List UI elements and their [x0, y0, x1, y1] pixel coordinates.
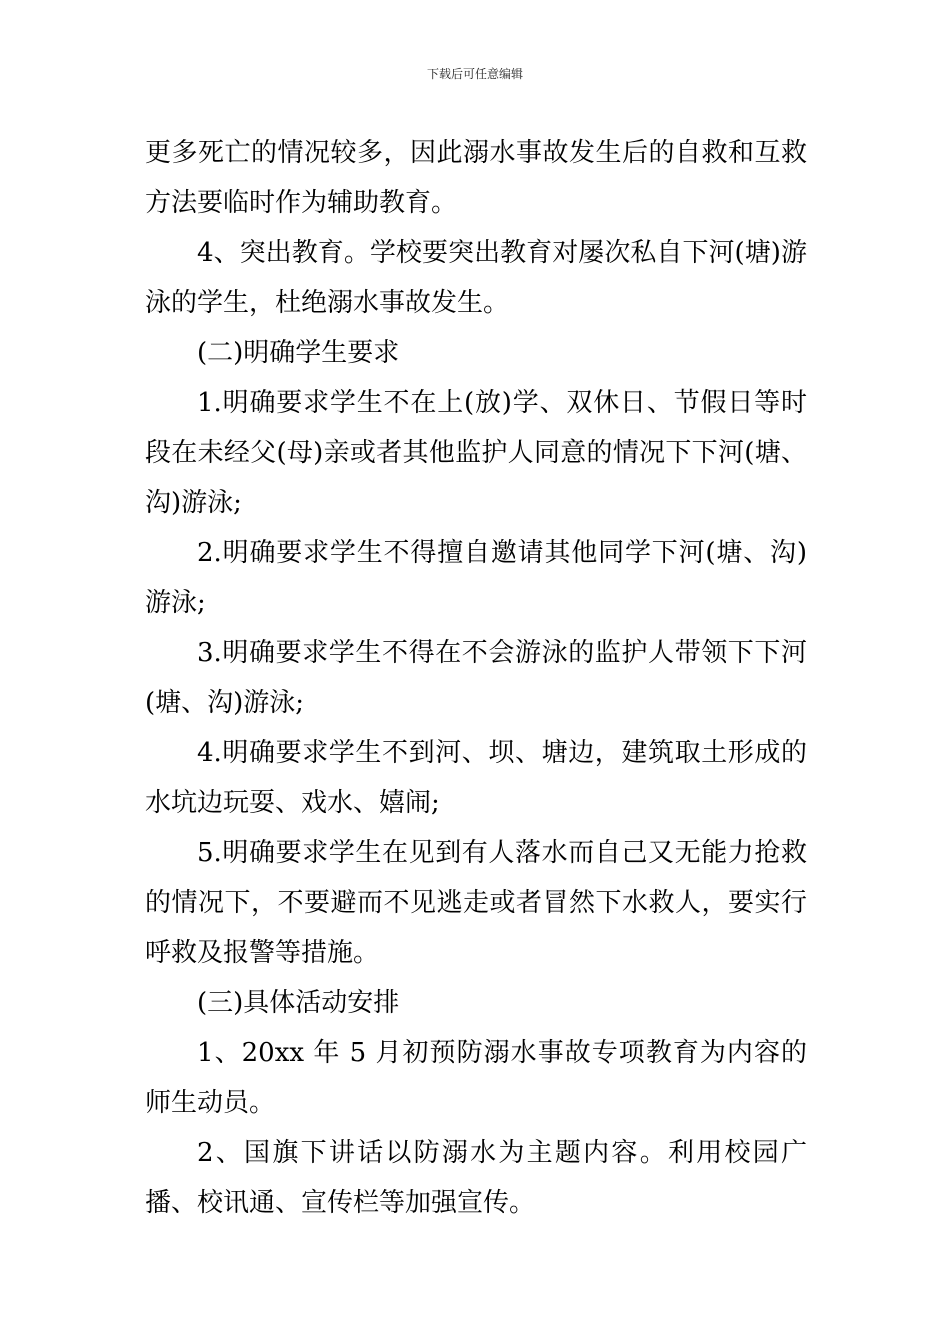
paragraph-continuation: 更多死亡的情况较多，因此溺水事故发生后的自救和互救方法要临时作为辅助教育。 — [145, 138, 807, 218]
section-heading-student-requirements: (二)明确学生要求 — [197, 338, 400, 368]
section-heading-activity-arrangement: (三)具体活动安排 — [197, 988, 400, 1018]
activity-item-1: 1、20xx 年 5 月初预防溺水事故专项教育为内容的师生动员。 — [145, 1038, 807, 1118]
requirement-item-3: 3.明确要求学生不得在不会游泳的监护人带领下下河(塘、沟)游泳; — [145, 638, 807, 718]
page-header: 下载后可任意编辑 — [426, 67, 523, 81]
requirement-item-4: 4.明确要求学生不到河、坝、塘边，建筑取土形成的水坑边玩耍、戏水、嬉闹; — [145, 738, 807, 818]
activity-item-2: 2、国旗下讲话以防溺水为主题内容。利用校园广播、校讯通、宣传栏等加强宣传。 — [145, 1138, 807, 1218]
document-body — [145, 128, 807, 1228]
requirement-item-1: 1.明确要求学生不在上(放)学、双休日、节假日等时段在未经父(母)亲或者其他监护人同意的情况下下河(塘、沟)游泳; — [145, 388, 807, 518]
requirement-item-2: 2.明确要求学生不得擅自邀请其他同学下河(塘、沟)游泳; — [145, 538, 807, 618]
paragraph-item-4-highlight-education: 4、突出教育。学校要突出教育对屡次私自下河(塘)游泳的学生，杜绝溺水事故发生。 — [145, 238, 807, 318]
requirement-item-5: 5.明确要求学生在见到有人落水而自己又无能力抢救的情况下，不要避而不见逃走或者冒然下水救人，要实行呼救及报警等措施。 — [145, 838, 807, 968]
